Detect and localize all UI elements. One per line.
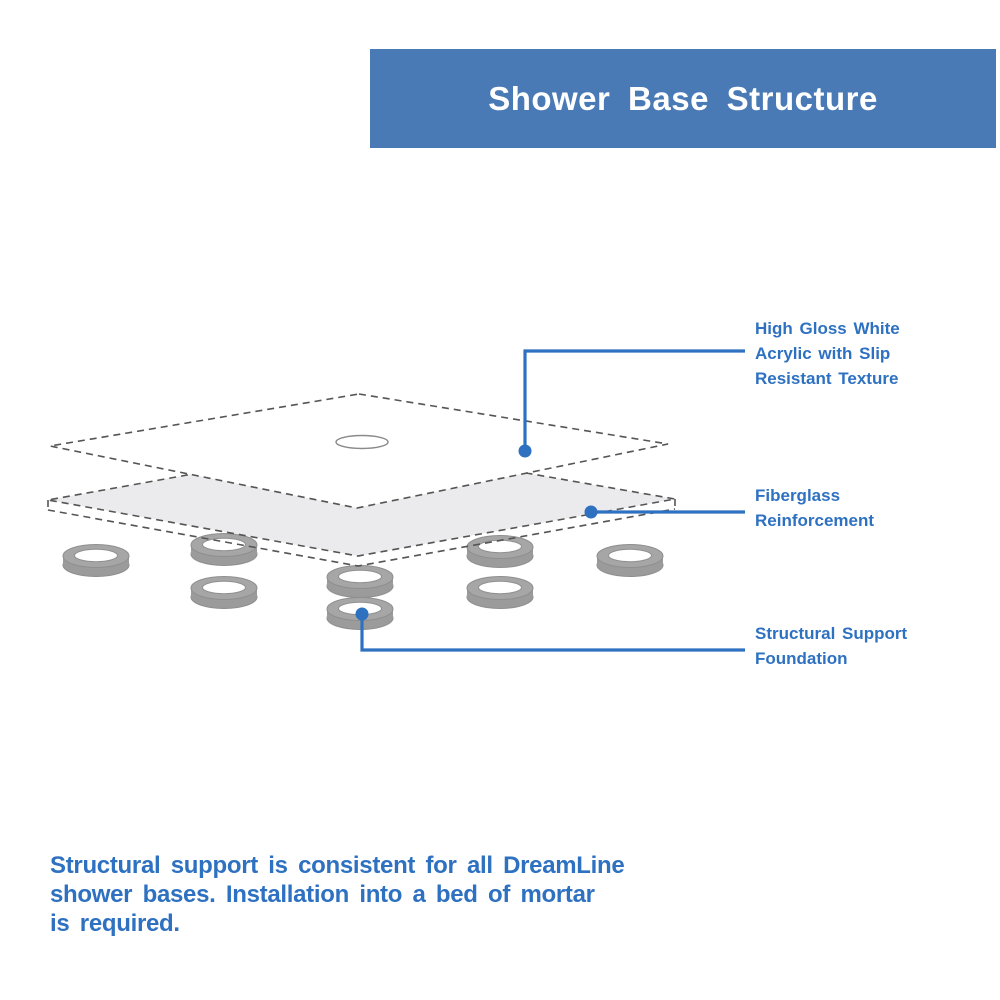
leader-dot-acrylic xyxy=(519,445,532,458)
callout-label-line: Acrylic with Slip xyxy=(755,344,891,363)
callout-label-line: Fiberglass xyxy=(755,486,841,505)
callout-label-acrylic xyxy=(755,316,900,391)
title-banner xyxy=(370,49,996,148)
leader-dot-foundation xyxy=(356,608,369,621)
support-ring xyxy=(191,577,257,609)
support-ring xyxy=(191,534,257,566)
page-title: Shower Base Structure xyxy=(488,79,878,117)
drain-ellipse xyxy=(336,436,388,449)
support-ring xyxy=(327,566,393,598)
callout-label-foundation xyxy=(755,621,907,671)
footnote-line: Structural support is consistent for all DreamLine xyxy=(50,852,625,879)
leader-foundation xyxy=(362,614,745,650)
callout-label-line: Foundation xyxy=(755,649,848,668)
callout-label-line: High Gloss White xyxy=(755,319,900,338)
callout-label-line: Reinforcement xyxy=(755,511,875,530)
footnote-line: is required. xyxy=(50,910,180,937)
callout-label-line: Structural Support xyxy=(755,624,908,643)
support-ring xyxy=(597,545,663,577)
footnote-text xyxy=(50,851,624,938)
support-ring xyxy=(63,545,129,577)
leader-dot-fiberglass xyxy=(585,506,598,519)
callout-label-line: Resistant Texture xyxy=(755,369,899,388)
footnote-line: shower bases. Installation into a bed of mortar xyxy=(50,881,595,908)
support-ring xyxy=(467,577,533,609)
callout-label-fiberglass xyxy=(755,483,874,533)
